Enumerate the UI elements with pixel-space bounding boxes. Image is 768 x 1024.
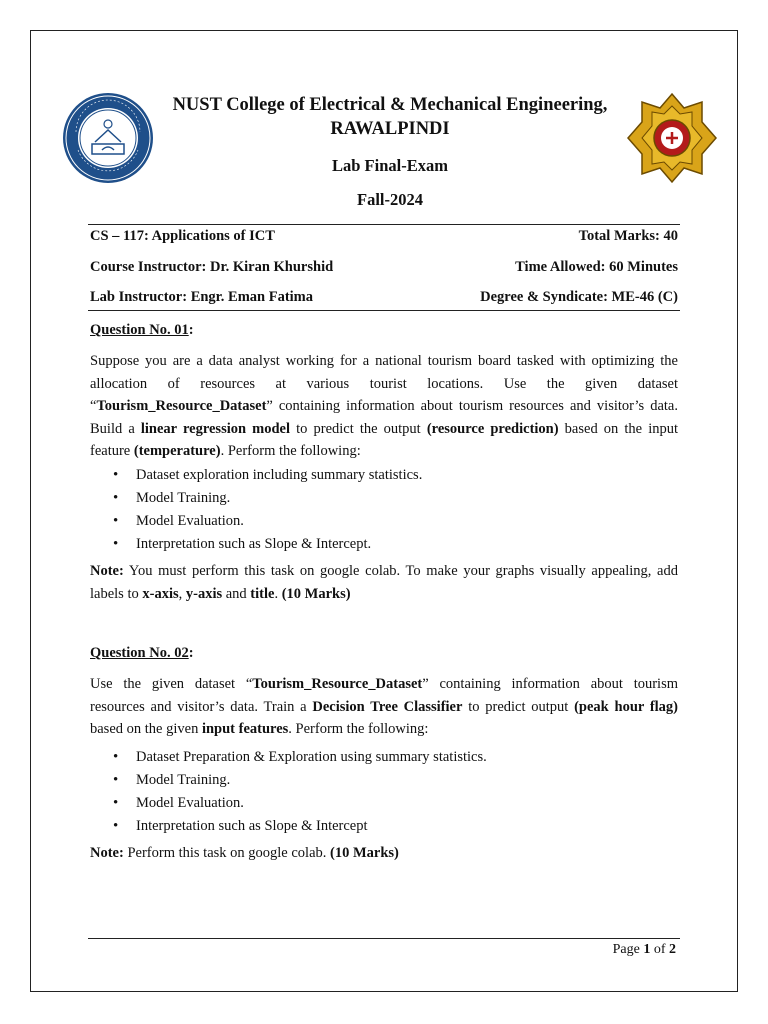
- q1-feature: (temperature): [133, 443, 221, 459]
- question-2-tasks: [108, 746, 668, 838]
- nust-logo-icon: [62, 92, 154, 184]
- list-item: • Model Evaluation.: [108, 792, 668, 815]
- page-number: Page 1 of 2: [612, 942, 676, 957]
- info-row-course: [90, 228, 678, 245]
- q2-dataset-name: Tourism_Resource_Dataset: [252, 676, 423, 692]
- q1-marks: (10 Marks): [281, 585, 351, 602]
- college-title-line1: NUST College of Electrical & Mechanical Engineering,: [172, 95, 608, 115]
- question-1-heading: Question No. 01:: [90, 322, 194, 338]
- info-row-lab: [90, 289, 678, 306]
- info-rule: [88, 310, 680, 311]
- exam-term: Fall-2024: [357, 190, 423, 209]
- q2-features: input features: [201, 721, 289, 737]
- q2-model: Decision Tree Classifier: [312, 698, 463, 715]
- course-code: CS – 117: Applications of ICT: [90, 228, 275, 244]
- q2-output: (peak hour flag): [574, 698, 679, 715]
- question-2-note: Note: Perform this task on google colab. (10 Marks): [90, 845, 399, 861]
- college-title-line2: RAWALPINDI: [330, 119, 450, 139]
- list-item: • Dataset Preparation & Exploration using summary statistics.: [108, 746, 668, 769]
- footer-rule: [88, 938, 680, 939]
- degree-syndicate: Degree & Syndicate: ME-46 (C): [480, 289, 678, 305]
- lab-instructor: Lab Instructor: Engr. Eman Fatima: [90, 289, 314, 305]
- total-marks: Total Marks: 40: [578, 228, 678, 244]
- list-item: • Model Evaluation.: [108, 510, 668, 533]
- college-title: [150, 93, 630, 141]
- q2-marks: (10 Marks): [330, 845, 399, 861]
- time-allowed: Time Allowed: 60 Minutes: [515, 259, 678, 275]
- header-rule: [88, 224, 680, 225]
- question-2-text: Use the given dataset “Tourism_Resource_Dataset” containing information about tourism resources and visitor’s data. Train a Decision Tree Classifier to predict output (peak hour flag) based on the given input features. Perform the following:: [90, 676, 679, 737]
- question-1-text: Suppose you are a data analyst working for a national tourism board tasked with optimizing the allocation of resources at various tourist locations. Use the given dataset “Tourism_Resource_Dataset” containing information about tourism resources and visitor’s data. Build a linear regression model to predict the output (resource prediction) based on the input feature (temperature). Perform the following:: [90, 353, 679, 459]
- list-item: • Interpretation such as Slope & Intercept: [108, 815, 668, 838]
- question-2-heading: Question No. 02:: [90, 645, 194, 661]
- question-1-tasks: [108, 464, 668, 556]
- exam-title: Lab Final-Exam: [332, 156, 448, 175]
- list-item: • Interpretation such as Slope & Intercept.: [108, 533, 668, 556]
- q1-dataset-name: Tourism_Resource_Dataset: [96, 398, 267, 414]
- list-item: • Model Training.: [108, 487, 668, 510]
- course-instructor: Course Instructor: Dr. Kiran Khurshid: [90, 259, 334, 275]
- list-item: • Dataset exploration including summary statistics.: [108, 464, 668, 487]
- info-row-instructor: [90, 259, 678, 276]
- question-1-note: Note: You must perform this task on google colab. To make your graphs visually appealing, add labels to x-axis, y-axis and title. (10 Marks): [90, 563, 678, 602]
- list-item: • Model Training.: [108, 769, 668, 792]
- q1-output: (resource prediction): [426, 420, 559, 437]
- q1-model: linear regression model: [140, 420, 291, 437]
- ceme-logo-icon: [626, 92, 718, 184]
